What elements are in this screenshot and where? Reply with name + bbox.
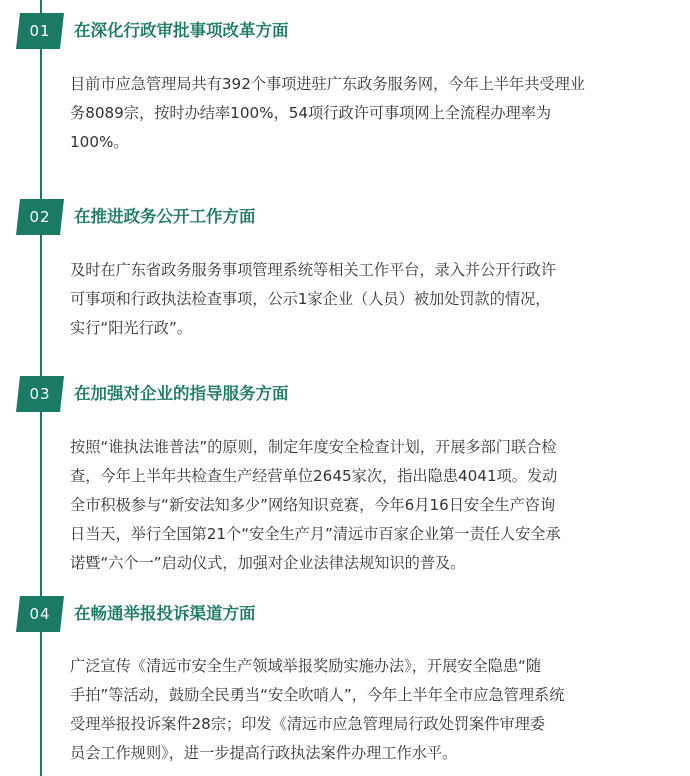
section-header — [16, 199, 676, 239]
body-line: 目前市应急管理局共有392个事项进驻广东政务服务网，今年上半年共受理业 — [70, 75, 585, 93]
body-line: 查，今年上半年共检查生产经营单位2645家次，指出隐患4041项。发动 — [70, 467, 558, 485]
section-title: 在推进政务公开工作方面 — [74, 207, 256, 226]
badge-number: 01 — [29, 22, 51, 40]
body-line: 可事项和行政执法检查事项，公示1家企业（人员）被加处罚款的情况， — [70, 290, 551, 308]
body-line: 广泛宣传《清远市安全生产领域举报奖励实施办法》，开展安全隐患“随 — [70, 657, 542, 675]
section-title: 在加强对企业的指导服务方面 — [74, 384, 289, 403]
number-badge — [16, 199, 64, 235]
number-badge — [16, 596, 64, 632]
number-badge — [16, 376, 64, 412]
number-badge — [16, 13, 64, 49]
body-line: 务8089宗，按时办结率100%，54项行政许可事项网上全流程办理率为 — [70, 104, 552, 122]
body-line: 日当天，举行全国第21个“安全生产月”清远市百家企业第一责任人安全承 — [70, 525, 561, 543]
section-body — [70, 70, 670, 157]
section-header — [16, 376, 676, 416]
badge-number: 04 — [29, 605, 51, 623]
section-title: 在畅通举报投诉渠道方面 — [74, 604, 256, 623]
section-body — [70, 433, 670, 578]
section-body — [70, 256, 670, 343]
body-line: 诺暨“六个一”启动仪式，加强对企业法律法规知识的普及。 — [70, 554, 466, 572]
badge-number: 02 — [29, 208, 51, 226]
body-line: 员会工作规则》，进一步提高行政执法案件办理工作水平。 — [70, 744, 458, 762]
section-header — [16, 596, 676, 636]
body-line: 按照“谁执法谁普法”的原则，制定年度安全检查计划，开展多部门联合检 — [70, 438, 557, 456]
body-line: 100%。 — [70, 133, 129, 151]
badge-number: 03 — [29, 385, 51, 403]
body-line: 全市积极参与“新安法知多少”网络知识竞赛，今年6月16日安全生产咨询 — [70, 496, 556, 514]
section-body — [70, 652, 670, 768]
body-line: 实行“阳光行政”。 — [70, 319, 193, 337]
body-line: 受理举报投诉案件28宗；印发《清远市应急管理局行政处罚案件审理委 — [70, 715, 545, 733]
body-line: 及时在广东省政务服务事项管理系统等相关工作平台，录入并公开行政许 — [70, 261, 556, 279]
body-line: 手拍”等活动，鼓励全民勇当“安全吹哨人”，今年上半年全市应急管理系统 — [70, 686, 565, 704]
section-title: 在深化行政审批事项改革方面 — [74, 21, 289, 40]
section-header — [16, 13, 676, 53]
